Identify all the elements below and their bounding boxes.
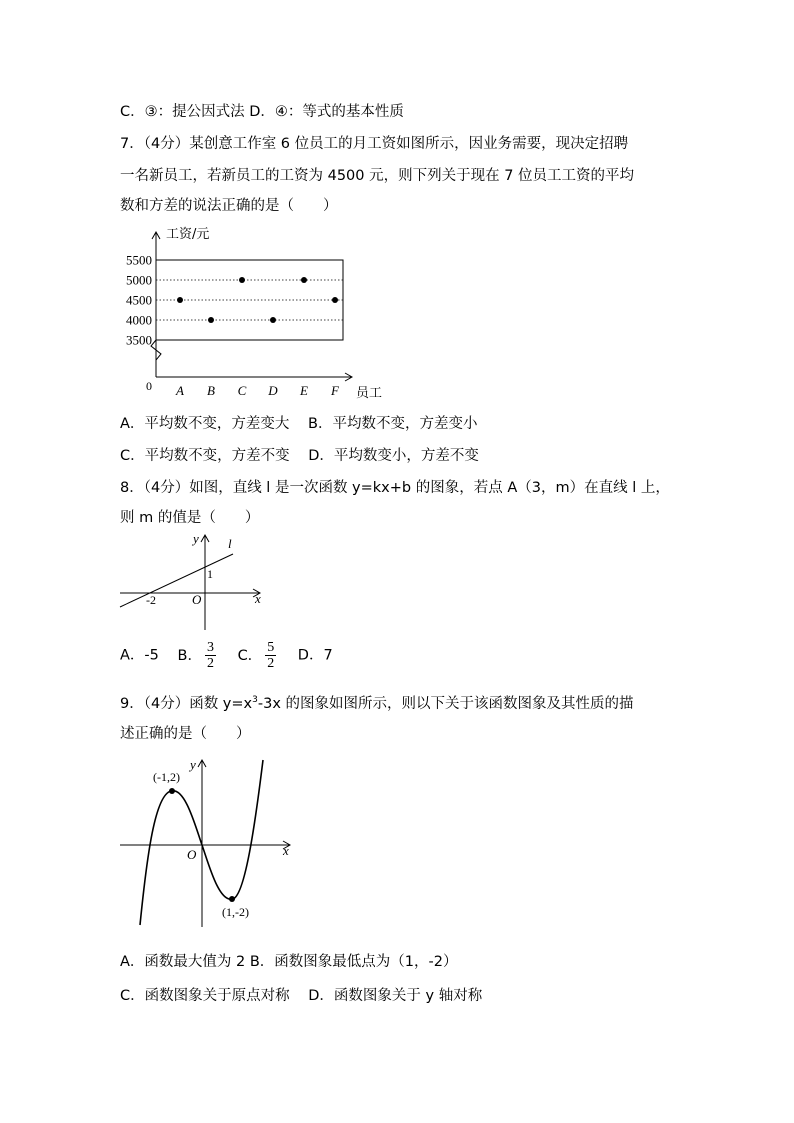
- q8-option-b[interactable]: [177, 640, 219, 671]
- x-tick-label: C: [237, 383, 247, 398]
- q8-option-c-label: C．: [237, 647, 263, 664]
- q8-option-c[interactable]: [237, 640, 280, 671]
- fraction-numerator: 5: [267, 640, 275, 655]
- fraction-numerator: 3: [206, 640, 214, 655]
- y-axis-label: 工资/元: [166, 227, 210, 242]
- fraction-five-halves: [265, 640, 276, 671]
- q7-option-c[interactable]: C．平均数不变，方差不变: [120, 448, 290, 464]
- data-point: [239, 277, 245, 283]
- q7-option-b[interactable]: B．平均数不变，方差变小: [308, 416, 478, 432]
- fraction-denominator: 2: [206, 656, 214, 671]
- fraction-three-halves: [205, 640, 216, 671]
- y-tick-label: 3500: [126, 332, 152, 348]
- fraction-denominator: 2: [267, 656, 275, 671]
- local-min-point: [229, 896, 235, 902]
- y-intercept-label: 1: [207, 567, 213, 581]
- q9-option-d[interactable]: D．函数图象关于 y 轴对称: [308, 988, 483, 1004]
- q8-stem-line-2: 则 m 的值是（ ）: [120, 510, 260, 526]
- cubic-function-graph: [115, 755, 300, 930]
- y-tick-label: 5500: [126, 252, 152, 268]
- x-tick-label: B: [207, 383, 215, 398]
- data-point: [301, 277, 307, 283]
- line-l: [120, 554, 233, 607]
- q8-stem-line-1: 8．（4分）如图，直线 l 是一次函数 y=kx+b 的图象，若点 A（3，m）在直线 l 上，: [120, 480, 670, 496]
- x-tick-label: F: [331, 383, 339, 398]
- q7-stem-line-1: 7．（4分）某创意工作室 6 位员工的月工资如图所示，因业务需要，现决定招聘: [120, 136, 629, 152]
- origin-label: 0: [146, 379, 152, 393]
- data-point: [177, 297, 183, 303]
- x-tick-label: E: [300, 383, 308, 398]
- q8-option-a[interactable]: A．-5: [120, 647, 159, 664]
- q9-stem-part-2: -3x 的图象如图所示，则以下关于该函数图象及其性质的描: [257, 695, 634, 712]
- data-point: [332, 297, 338, 303]
- max-point-label: (-1,2): [153, 770, 180, 784]
- q9-stem-line-1: [120, 690, 634, 714]
- q7-options-row-1: [120, 414, 477, 434]
- x-tick-label: D: [268, 383, 278, 398]
- line-label: l: [228, 536, 232, 551]
- q7-option-a[interactable]: A．平均数不变，方差变大: [120, 416, 290, 432]
- y-tick-label: 4000: [126, 312, 152, 328]
- data-point: [270, 317, 276, 323]
- x-axis-label: x: [255, 591, 261, 606]
- x-axis-label: 员工: [356, 386, 383, 401]
- q8-option-b-label: B．: [177, 647, 202, 664]
- origin-label: O: [187, 847, 197, 862]
- x-tick-label: A: [176, 383, 184, 398]
- q9-stem-line-2: 述正确的是（ ）: [120, 726, 251, 742]
- q6-options-line: C．③：提公因式法 D．④：等式的基本性质: [120, 104, 404, 120]
- salary-scatter-chart: [110, 222, 400, 412]
- origin-label: O: [192, 592, 202, 607]
- q7-options-row-2: [120, 446, 479, 466]
- q9-option-c[interactable]: C．函数图象关于原点对称: [120, 988, 290, 1004]
- exponent: 3: [252, 695, 258, 705]
- q9-stem-part-1: 9．（4分）函数 y=x: [120, 695, 253, 712]
- q7-option-d[interactable]: D．平均数变小，方差不变: [308, 448, 479, 464]
- x-axis-label: x: [283, 843, 289, 858]
- y-axis-label: y: [190, 757, 196, 772]
- linear-function-graph: [115, 530, 275, 635]
- q8-options-row: [120, 640, 333, 671]
- min-point-label: (1,-2): [222, 905, 249, 919]
- q7-stem-line-2: 一名新员工，若新员工的工资为 4500 元，则下列关于现在 7 位员工工资的平均: [120, 168, 635, 184]
- local-max-point: [169, 788, 175, 794]
- y-tick-label: 4500: [126, 292, 152, 308]
- q7-stem-line-3: 数和方差的说法正确的是（ ）: [120, 198, 338, 214]
- x-intercept-label: -2: [146, 593, 156, 607]
- q8-option-d[interactable]: D．7: [297, 647, 333, 664]
- y-tick-label: 5000: [126, 272, 152, 288]
- data-point: [208, 317, 214, 323]
- q9-options-row-2: [120, 986, 482, 1006]
- q9-options-row-1[interactable]: A．函数最大值为 2 B．函数图象最低点为（1，-2）: [120, 954, 458, 970]
- y-axis-label: y: [193, 531, 199, 546]
